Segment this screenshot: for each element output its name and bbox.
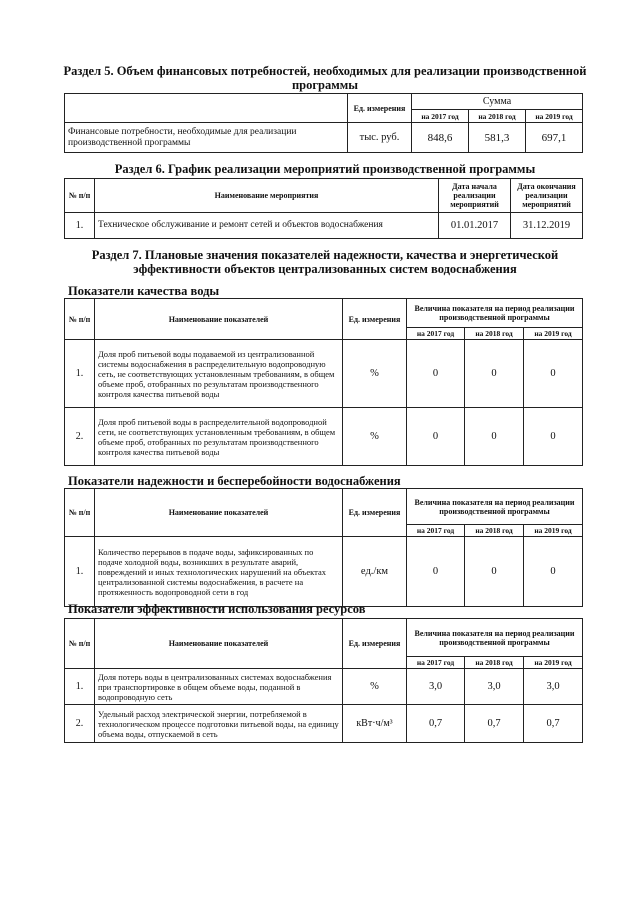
num-header: № п/п — [65, 489, 95, 537]
row-num: 1. — [65, 669, 95, 705]
quality-subtitle: Показатели качества воды — [68, 284, 220, 298]
end-header: Дата окончания реализации мероприятий — [511, 179, 583, 213]
row-name: Доля проб питьевой воды подаваемой из централизованной системы водоснабжения в распределительную водопроводную сеть, не соответствующих установленным требованиям, в общем объеме проб, отобранных по результатам производственного контроля качества питьевой воды — [95, 340, 343, 408]
unit-header: Ед. измерения — [343, 299, 407, 340]
year-2017-header: на 2017 год — [407, 657, 465, 669]
period-header: Величина показателя на период реализации производственной программы — [407, 299, 583, 328]
name-header: Наименование показателей — [95, 299, 343, 340]
table-row — [65, 340, 583, 408]
row-start-date: 01.01.2017 — [439, 213, 511, 239]
year-2017-header: на 2017 год — [407, 525, 465, 537]
unit-header: Ед. измерения — [343, 489, 407, 537]
year-2019-header: на 2019 год — [524, 328, 583, 340]
section6-title: Раздел 6. График реализации мероприятий производственной программы — [114, 162, 536, 176]
period-header: Величина показателя на период реализации производственной программы — [407, 619, 583, 657]
name-header: Наименование показателей — [95, 489, 343, 537]
num-header: № п/п — [65, 299, 95, 340]
unit-header: Ед. измерения — [348, 94, 412, 123]
row-name: Доля проб питьевой воды в распределительной водопроводной сети, не соответствующих установленным требованиям, в общем объеме проб, отобранных по результатам производственного контроля качества питьевой воды — [95, 408, 343, 466]
start-header: Дата начала реализации мероприятий — [439, 179, 511, 213]
name-header: Наименование показателей — [95, 619, 343, 669]
value-2017: 0 — [407, 408, 465, 466]
row-num: 1. — [65, 340, 95, 408]
reliability-table — [64, 488, 583, 607]
year-2018-header: на 2018 год — [465, 657, 524, 669]
row-unit: ед./км — [343, 537, 407, 607]
value-2017: 3,0 — [407, 669, 465, 705]
value-2019: 0 — [524, 537, 583, 607]
year-2019-header: на 2019 год — [526, 110, 583, 123]
year-2018-header: на 2018 год — [469, 110, 526, 123]
section6-table — [64, 178, 583, 239]
row-unit: тыс. руб. — [348, 123, 412, 153]
row-num: 1. — [65, 537, 95, 607]
name-header: Наименование мероприятия — [95, 179, 439, 213]
num-header: № п/п — [65, 619, 95, 669]
table-row — [65, 705, 583, 743]
value-2019: 697,1 — [526, 123, 583, 153]
value-2018: 0 — [465, 340, 524, 408]
value-2018: 0 — [465, 537, 524, 607]
row-name: Удельный расход электрической энергии, потребляемой в технологическом процессе подготовки питьевой воды, на единицу объема воды, отпускаемой в сеть — [95, 705, 343, 743]
row-name: Количество перерывов в подаче воды, зафиксированных по подаче холодной воды, возникших в результате аварий, повреждений и иных технологических нарушений на объектах централизованной системы водоснабжения, в расчете на протяженность водопроводной сети в год — [95, 537, 343, 607]
row-name: Финансовые потребности, необходимые для реализации производственной программы — [65, 123, 348, 153]
reliability-subtitle: Показатели надежности и бесперебойности водоснабжения — [68, 474, 401, 488]
efficiency-table — [64, 618, 583, 743]
row-unit: % — [343, 340, 407, 408]
value-2019: 0 — [524, 340, 583, 408]
value-2018: 581,3 — [469, 123, 526, 153]
value-2017: 848,6 — [412, 123, 469, 153]
header-blank — [65, 94, 348, 123]
sum-header: Сумма — [412, 94, 583, 110]
value-2019: 0,7 — [524, 705, 583, 743]
value-2017: 0 — [407, 537, 465, 607]
year-2017-header: на 2017 год — [407, 328, 465, 340]
table-row — [65, 537, 583, 607]
unit-header: Ед. измерения — [343, 619, 407, 669]
year-2019-header: на 2019 год — [524, 657, 583, 669]
value-2019: 3,0 — [524, 669, 583, 705]
value-2018: 0,7 — [465, 705, 524, 743]
year-2018-header: на 2018 год — [465, 328, 524, 340]
value-2017: 0 — [407, 340, 465, 408]
quality-table — [64, 298, 583, 466]
table-row — [65, 213, 583, 239]
period-header: Величина показателя на период реализации производственной программы — [407, 489, 583, 525]
num-header: № п/п — [65, 179, 95, 213]
row-num: 2. — [65, 705, 95, 743]
year-2019-header: на 2019 год — [524, 525, 583, 537]
row-unit: % — [343, 408, 407, 466]
row-num: 1. — [65, 213, 95, 239]
row-unit: % — [343, 669, 407, 705]
section7-title: Раздел 7. Плановые значения показателей надежности, качества и энергетической эффективности объектов централизованных систем водоснабжения — [91, 248, 559, 276]
year-2017-header: на 2017 год — [412, 110, 469, 123]
table-row — [65, 123, 583, 153]
row-end-date: 31.12.2019 — [511, 213, 583, 239]
row-num: 2. — [65, 408, 95, 466]
value-2018: 0 — [465, 408, 524, 466]
year-2018-header: на 2018 год — [465, 525, 524, 537]
row-unit: кВт·ч/м³ — [343, 705, 407, 743]
value-2019: 0 — [524, 408, 583, 466]
value-2017: 0,7 — [407, 705, 465, 743]
value-2018: 3,0 — [465, 669, 524, 705]
row-name: Доля потерь воды в централизованных системах водоснабжения при транспортировке в общем объеме воды, поданной в водопроводную сеть — [95, 669, 343, 705]
section5-table — [64, 93, 583, 153]
section5-title: Раздел 5. Объем финансовых потребностей, необходимых для реализации производственной программы — [63, 64, 587, 92]
row-name: Техническое обслуживание и ремонт сетей и объектов водоснабжения — [95, 213, 439, 239]
table-row — [65, 669, 583, 705]
efficiency-subtitle: Показатели эффективности использования ресурсов — [68, 602, 366, 616]
table-row — [65, 408, 583, 466]
